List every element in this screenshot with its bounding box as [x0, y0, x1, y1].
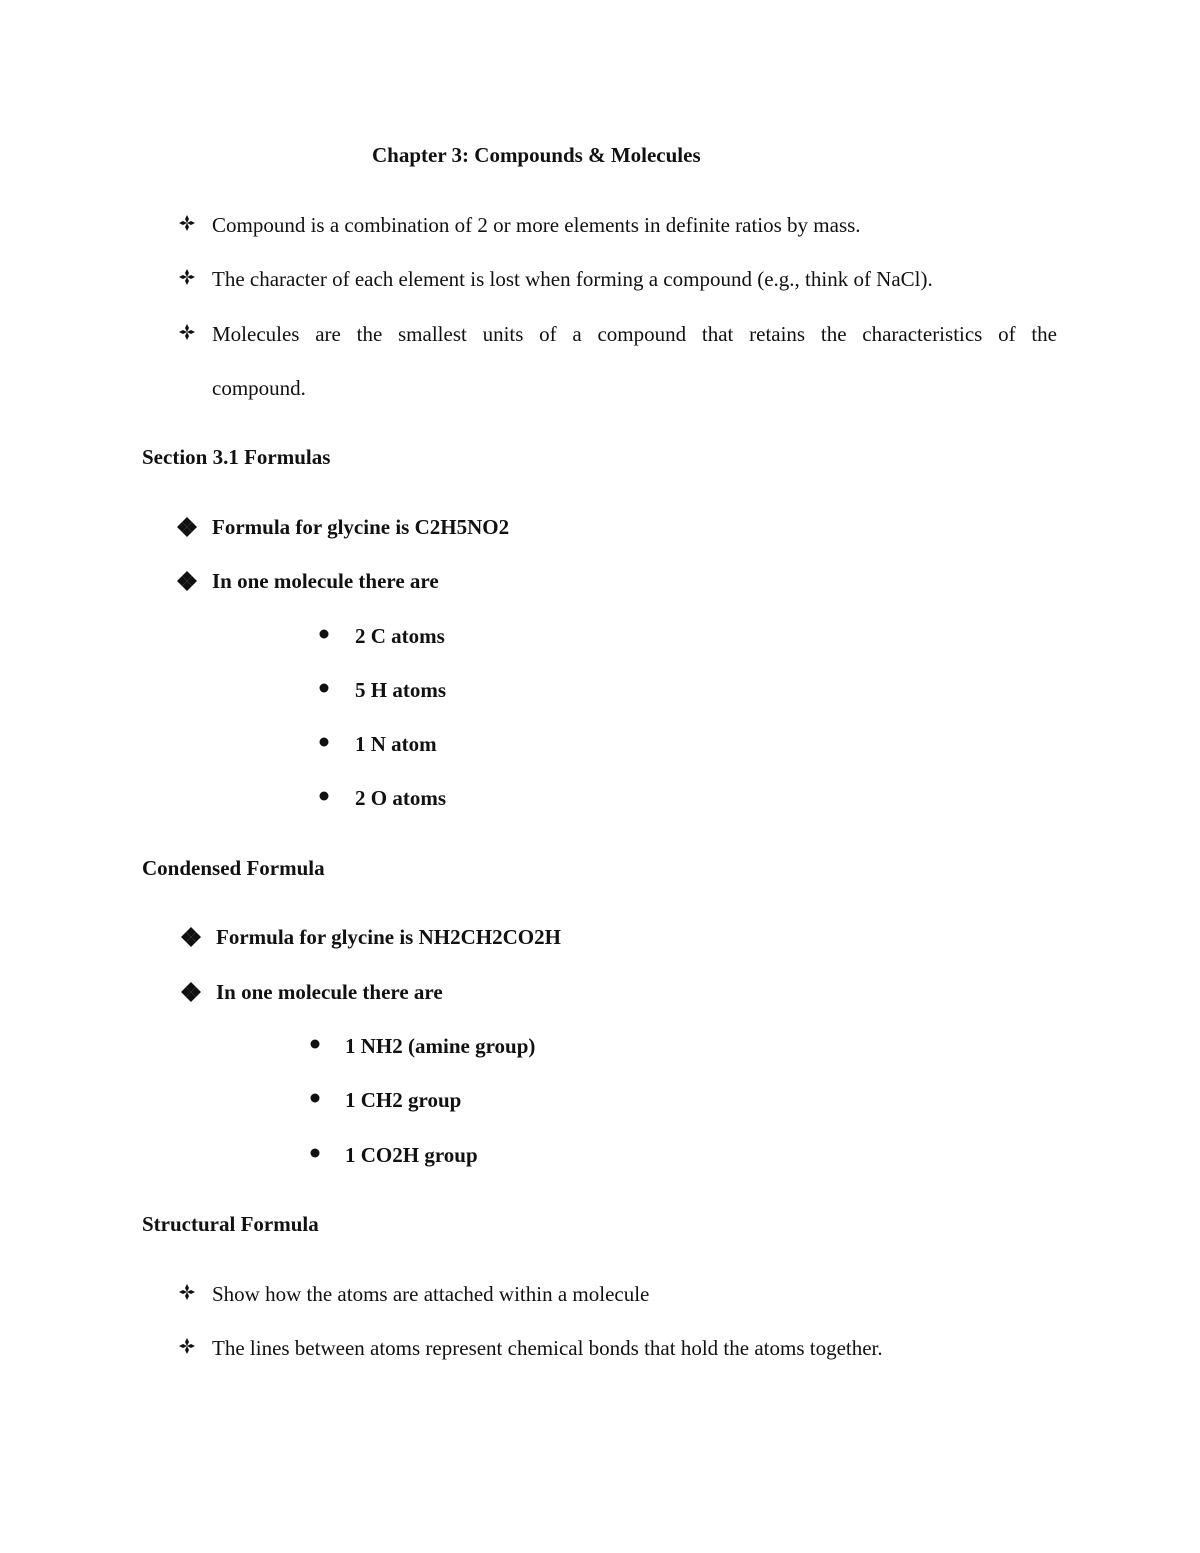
- solid-diamond-bullet-icon: [176, 570, 196, 596]
- intro-item-3-line-2: compound.: [212, 376, 306, 400]
- formulas-item-2: In one molecule there are: [212, 569, 439, 593]
- dot-bullet-icon: [318, 736, 338, 762]
- formulas-item-1: Formula for glycine is C2H5NO2: [212, 515, 510, 539]
- group-item: 1 CH2 group: [345, 1088, 462, 1112]
- atom-count-item: 2 O atoms: [355, 786, 446, 810]
- condensed-item-1: Formula for glycine is NH2CH2CO2H: [216, 925, 561, 949]
- section-heading-condensed: Condensed Formula: [142, 856, 325, 880]
- dot-bullet-icon: [309, 1147, 329, 1173]
- solid-diamond-bullet-icon: [180, 981, 200, 1007]
- dot-bullet-icon: [318, 682, 338, 708]
- dot-bullet-icon: [309, 1038, 329, 1064]
- dot-bullet-icon: [318, 790, 338, 816]
- diamond-bullet-icon: [178, 214, 198, 240]
- atom-count-item: 2 C atoms: [355, 624, 445, 648]
- diamond-bullet-icon: [178, 323, 198, 349]
- solid-diamond-bullet-icon: [176, 516, 196, 542]
- condensed-item-2: In one molecule there are: [216, 980, 443, 1004]
- structural-item-1: Show how the atoms are attached within a molecule: [212, 1282, 650, 1306]
- diamond-bullet-icon: [178, 1283, 198, 1309]
- intro-item-1: Compound is a combination of 2 or more elements in definite ratios by mass.: [212, 213, 861, 237]
- atom-count-item: 1 N atom: [355, 732, 437, 756]
- intro-item-3-line-1: Molecules are the smallest units of a compound that retains the characteristics of the: [212, 322, 1057, 346]
- solid-diamond-bullet-icon: [180, 926, 200, 952]
- group-item: 1 CO2H group: [345, 1143, 478, 1167]
- dot-bullet-icon: [318, 628, 338, 654]
- structural-item-2: The lines between atoms represent chemical bonds that hold the atoms together.: [212, 1336, 883, 1360]
- diamond-bullet-icon: [178, 1337, 198, 1363]
- section-heading-structural: Structural Formula: [142, 1212, 319, 1236]
- diamond-bullet-icon: [178, 268, 198, 294]
- group-item: 1 NH2 (amine group): [345, 1034, 536, 1058]
- atom-count-item: 5 H atoms: [355, 678, 446, 702]
- section-heading-formulas: Section 3.1 Formulas: [142, 445, 331, 469]
- intro-item-2: The character of each element is lost when forming a compound (e.g., think of NaCl).: [212, 267, 933, 291]
- page-title: Chapter 3: Compounds & Molecules: [372, 143, 701, 167]
- dot-bullet-icon: [309, 1092, 329, 1118]
